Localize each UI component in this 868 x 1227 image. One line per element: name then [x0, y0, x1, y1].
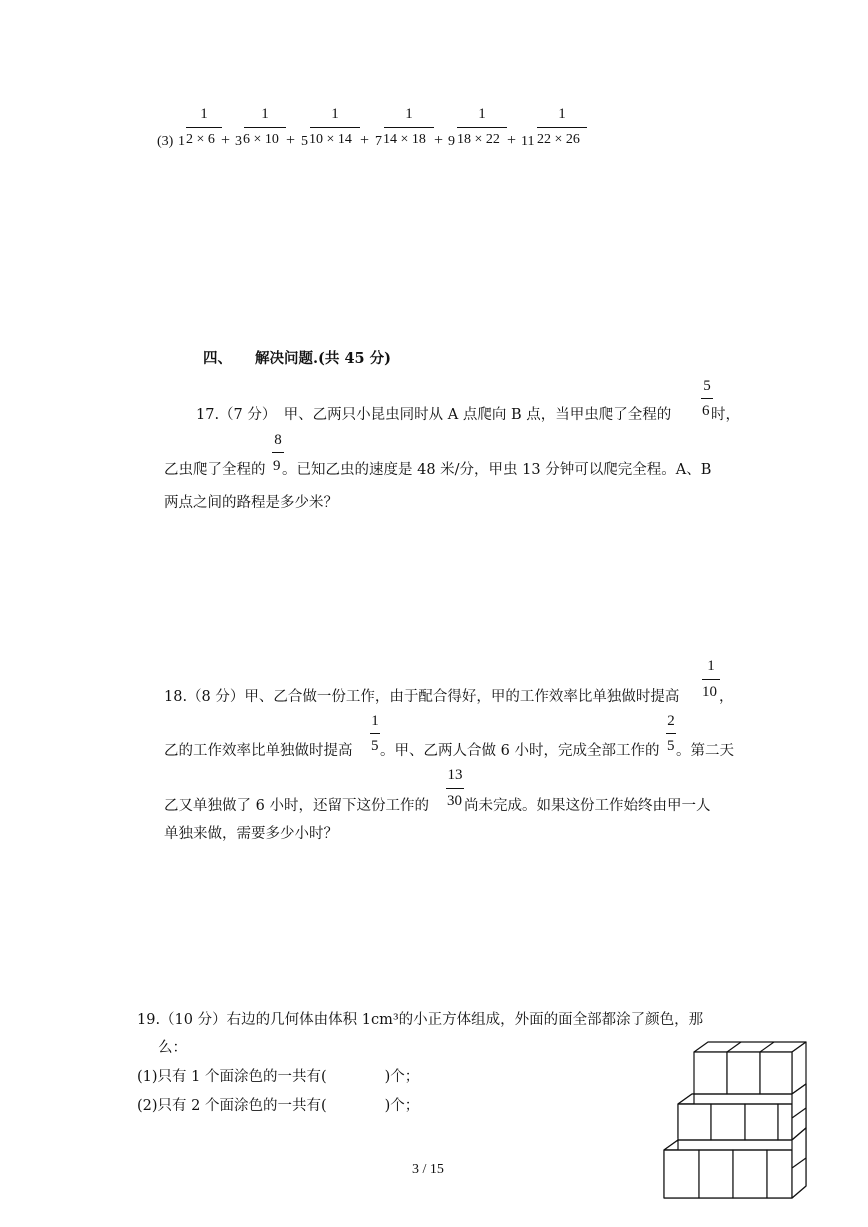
fraction-denominator: 2 × 6	[186, 132, 215, 147]
cube-front-face	[664, 1150, 699, 1198]
fraction-numerator: 2	[667, 713, 675, 729]
fraction-denominator: 9	[273, 458, 281, 474]
cube-top-face	[678, 1094, 694, 1104]
plus-sign: +	[360, 132, 370, 149]
fraction-bar	[310, 127, 360, 128]
cube-staircase-figure	[648, 1038, 820, 1206]
cube-front-face	[760, 1052, 792, 1094]
fraction-bar	[666, 733, 676, 734]
fraction-bar	[701, 398, 713, 399]
q18-line3-end: 尚未完成。如果这份工作始终由甲一人	[464, 798, 711, 814]
fraction-bar	[702, 679, 720, 680]
q18-line4: 单独来做，需要多少小时？	[164, 826, 338, 842]
fraction-bar	[537, 127, 587, 128]
q18-line3-start: 乙又单独做了 6 小时，还留下这份工作的	[164, 798, 429, 814]
mixed-whole: 11	[521, 134, 535, 149]
q19-item1-end: )个；	[384, 1069, 420, 1085]
plus-sign: +	[434, 132, 444, 149]
cube-front-face	[678, 1104, 711, 1140]
section-number: 四、	[203, 350, 232, 367]
fraction-denominator: 5	[667, 738, 675, 754]
fraction-numerator: 1	[200, 106, 208, 122]
fraction-bar	[244, 127, 286, 128]
q17-line1-end: 时，	[711, 407, 740, 423]
cube-front-face	[778, 1104, 792, 1140]
fraction-numerator: 1	[331, 106, 339, 122]
q19-item2-start: (2)只有 2 个面涂色的一共有(	[137, 1098, 327, 1114]
mixed-whole: 9	[448, 134, 455, 149]
q17-line3: 两点之间的路程是多少米？	[164, 495, 338, 511]
fraction-bar	[384, 127, 434, 128]
cube-top-face	[694, 1042, 806, 1052]
q19-item2-end: )个；	[384, 1098, 420, 1114]
fraction-bar	[370, 733, 380, 734]
q19-line2: 么：	[158, 1040, 187, 1056]
fraction-denominator: 5	[371, 738, 379, 754]
fraction-bar	[272, 452, 284, 453]
cube-front-face	[694, 1052, 727, 1094]
cube-front-face	[727, 1052, 760, 1094]
fraction-numerator: 1	[405, 106, 413, 122]
fraction-bar	[457, 127, 507, 128]
q19-item1	[137, 1068, 419, 1086]
q19-line1: 19.（10 分）右边的几何体由体积 1cm³的小正方体组成，外面的面全部都涂了颜色，那	[137, 1012, 704, 1028]
fraction-numerator: 1	[478, 106, 486, 122]
fraction-numerator: 8	[274, 432, 282, 448]
fraction-denominator: 18 × 22	[457, 132, 500, 147]
q17-line2-end: 。已知乙虫的速度是 48 米/分，甲虫 13 分钟可以爬完全程。A、B	[282, 462, 712, 478]
fraction-denominator: 30	[447, 793, 462, 809]
cube-front-face	[711, 1104, 745, 1140]
fraction-numerator: 1	[558, 106, 566, 122]
cube-front-face	[699, 1150, 733, 1198]
fraction-denominator: 10	[702, 684, 717, 700]
q19-item1-start: (1)只有 1 个面涂色的一共有(	[137, 1069, 327, 1085]
mixed-whole: 7	[375, 134, 382, 149]
mixed-whole: 5	[301, 134, 308, 149]
fraction-denominator: 6	[702, 403, 710, 419]
mixed-whole: 3	[235, 134, 242, 149]
plus-sign: +	[507, 132, 517, 149]
q18-line1-end: ，	[719, 689, 734, 705]
cube-front-face	[733, 1150, 767, 1198]
q17-line2-start: 乙虫爬了全程的	[164, 462, 266, 478]
fraction-denominator: 14 × 18	[383, 132, 426, 147]
q17-line1: 17.（7 分） 甲、乙两只小昆虫同时从 A 点爬向 B 点，当甲虫爬了全程的	[196, 407, 672, 423]
fraction-denominator: 22 × 26	[537, 132, 580, 147]
fraction-numerator: 5	[703, 378, 711, 394]
fraction-bar	[446, 788, 464, 789]
q18-line2-start: 乙的工作效率比单独做时提高	[164, 743, 353, 759]
section-title: 解决问题.(共 45 分)	[255, 350, 392, 367]
q18-line2-mid: 。甲、乙两人合做 6 小时，完成全部工作的	[380, 743, 660, 759]
mixed-whole: 1	[178, 134, 185, 149]
plus-sign: +	[286, 132, 296, 149]
cube-front-face	[745, 1104, 778, 1140]
fraction-denominator: 6 × 10	[243, 132, 279, 147]
fraction-bar	[186, 127, 222, 128]
fraction-numerator: 1	[371, 713, 379, 729]
cube-top-face	[664, 1140, 678, 1150]
page-number: 3 / 15	[412, 1162, 444, 1177]
fraction-denominator: 10 × 14	[309, 132, 352, 147]
fraction-numerator: 1	[707, 658, 715, 674]
plus-sign: +	[221, 132, 231, 149]
q19-item2	[137, 1097, 419, 1115]
expression-label: (3)	[157, 134, 174, 149]
q18-line2-end: 。第二天	[676, 743, 734, 759]
cube-front-face	[767, 1150, 792, 1198]
fraction-numerator: 1	[261, 106, 269, 122]
fraction-numerator: 13	[447, 767, 463, 783]
q18-line1: 18.（8 分）甲、乙合做一份工作，由于配合得好，甲的工作效率比单独做时提高	[164, 689, 680, 705]
